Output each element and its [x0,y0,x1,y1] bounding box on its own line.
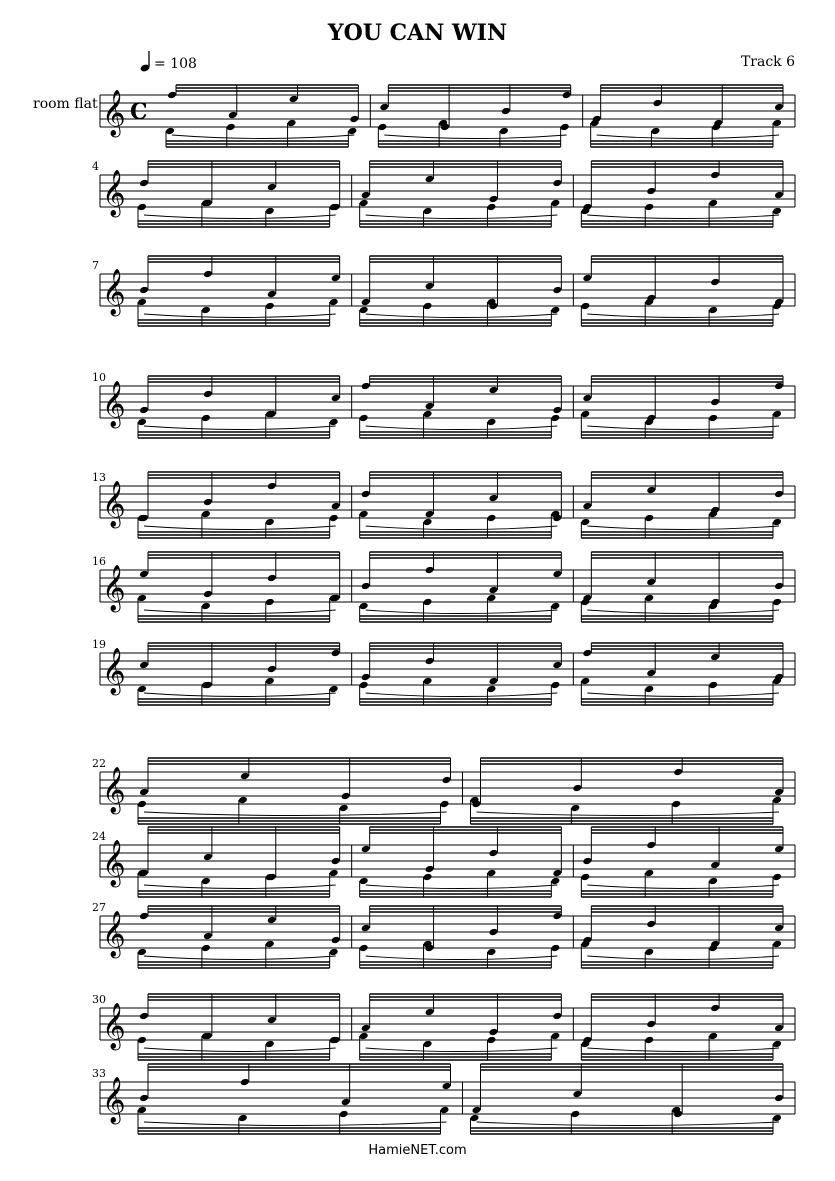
notehead-lower [339,1110,349,1119]
notehead-lower [772,119,782,128]
tie [366,1048,558,1052]
tie [366,693,558,697]
notehead [361,673,371,682]
notehead-lower [165,127,175,136]
time-signature: C [130,99,148,125]
notehead-lower [486,948,496,957]
notehead-lower [708,1032,718,1041]
notehead-lower [550,877,560,886]
treble-clef: 𝄞 [102,1003,126,1049]
notehead [582,857,592,866]
track-label: Track 6 [740,54,795,70]
notehead-lower [137,1036,147,1045]
measure-number: 7 [92,259,99,272]
tie [384,135,566,139]
instrument-name: room flat [33,96,98,112]
tie [144,426,336,430]
tie [366,610,558,614]
notehead-lower [650,127,660,136]
notehead [646,669,656,678]
treble-clef: 𝄞 [102,911,126,957]
notehead-lower [644,203,654,212]
notehead-lower [329,948,339,957]
notehead-lower [772,598,782,607]
notehead [361,582,371,591]
notehead [361,924,371,933]
notehead-lower [486,869,496,878]
notehead [289,95,299,104]
notehead-lower [201,877,211,886]
notehead-lower [377,123,387,132]
notehead [139,788,149,797]
notehead-lower [423,677,433,686]
treble-clef: 𝄞 [102,90,126,136]
notehead [774,1024,784,1033]
notehead-lower [137,1106,147,1115]
notehead-lower [486,418,496,427]
notehead-lower [265,1040,275,1049]
tie [366,314,558,318]
notehead [710,861,720,870]
notehead [361,490,371,499]
notehead [139,179,149,188]
notehead-lower [265,518,275,527]
notehead-lower [772,940,782,949]
notehead [267,482,277,491]
tie [144,526,336,530]
notehead [552,286,562,295]
notehead [552,869,562,878]
tie [144,610,336,614]
notehead-lower [671,800,681,809]
treble-clef: 𝄞 [102,269,126,315]
notehead [488,849,498,858]
notehead-lower [201,602,211,611]
notehead [139,912,149,921]
notehead-lower [359,681,369,690]
measure-number: 16 [92,555,106,568]
notehead [425,402,435,411]
notehead-lower [265,940,275,949]
notehead-lower [423,598,433,607]
notehead [361,845,371,854]
tie [587,426,779,430]
notehead-lower [644,594,654,603]
notehead-lower [486,203,496,212]
notehead [774,191,784,200]
treble-clef: 𝄞 [102,767,126,813]
notehead-lower [329,418,339,427]
notehead [425,175,435,184]
notehead-lower [708,306,718,315]
notehead [582,502,592,511]
tie [366,426,558,430]
tie [366,215,558,219]
tie [587,215,779,219]
tie [144,885,336,889]
notehead [425,510,435,519]
notehead [203,270,213,279]
notehead-lower [359,944,369,953]
notehead [267,183,277,192]
treble-clef: 𝄞 [102,1077,126,1123]
notehead-lower [359,199,369,208]
notehead-lower [347,127,357,136]
notehead-lower [423,518,433,527]
notehead-lower [550,1032,560,1041]
tie [587,956,779,960]
tie [144,314,336,318]
notehead [552,1012,562,1021]
notehead-lower [265,677,275,686]
footer-credit: HamieNET.com [368,1143,467,1158]
tie [144,693,336,697]
measure-number: 4 [92,160,99,173]
notehead [488,494,498,503]
notehead [488,586,498,595]
measure-number: 13 [92,471,106,484]
notehead-lower [287,119,297,128]
notehead [646,841,656,850]
notehead-lower [238,796,248,805]
notehead-lower [550,306,560,315]
tie [587,314,779,318]
notehead [139,286,149,295]
notehead [361,382,371,391]
notehead-lower [772,796,782,805]
notehead [552,406,562,415]
notehead-lower [486,1036,496,1045]
notehead [488,1028,498,1037]
tie [587,610,779,614]
notehead-lower [440,1106,450,1115]
notehead [652,99,662,108]
treble-clef: 𝄞 [102,565,126,611]
notehead [203,390,213,399]
tie [587,693,779,697]
notehead-lower [423,207,433,216]
notehead-lower [772,1040,782,1049]
notehead-lower [708,877,718,886]
notehead-lower [580,873,590,882]
tie [597,135,779,139]
tie [144,1048,336,1052]
notehead-lower [708,681,718,690]
notehead [646,578,656,587]
measure-number: 19 [92,638,106,651]
notehead [167,91,177,100]
notehead [582,394,592,403]
notehead [562,91,572,100]
notehead [240,772,250,781]
notehead-lower [560,123,570,132]
notehead-lower [137,800,147,809]
notehead-lower [772,207,782,216]
measure-number: 27 [92,901,106,914]
notehead-lower [329,514,339,523]
notehead-lower [137,594,147,603]
notehead [646,187,656,196]
notehead [331,649,341,658]
tie [587,526,779,530]
notehead [774,1094,784,1103]
notehead [331,502,341,511]
treble-clef: 𝄞 [102,381,126,427]
notehead [349,115,359,124]
notehead [203,590,213,599]
notehead [552,570,562,579]
notehead [501,107,511,116]
notehead-lower [137,418,147,427]
notehead-lower [201,414,211,423]
notehead-lower [644,869,654,878]
notehead [774,103,784,112]
notehead-lower [644,514,654,523]
notehead-lower [265,207,275,216]
notehead-lower [644,685,654,694]
notehead [488,928,498,937]
notehead-lower [486,514,496,523]
notehead-lower [772,1114,782,1123]
notehead-lower [201,306,211,315]
notehead [774,490,784,499]
score-title: YOU CAN WIN [327,20,508,46]
notehead [267,916,277,925]
notehead [267,665,277,674]
notehead [331,274,341,283]
notehead-lower [359,414,369,423]
notehead-lower [550,602,560,611]
notehead [552,661,562,670]
notehead-lower [329,685,339,694]
notehead [442,1082,452,1091]
tempo-text: = 108 [154,56,197,72]
notehead [425,865,435,874]
notehead [139,1094,149,1103]
notehead-lower [570,1110,580,1119]
tie [477,812,780,816]
notehead-lower [486,685,496,694]
tie [144,215,336,219]
notehead-lower [137,203,147,212]
notehead [774,845,784,854]
tie [587,885,779,889]
tie [144,956,336,960]
notehead [572,1090,582,1099]
notehead [341,792,351,801]
notehead-lower [329,298,339,307]
treble-clef: 𝄞 [102,170,126,216]
notehead [673,768,683,777]
notehead [267,290,277,299]
notehead-lower [226,123,236,132]
notehead [139,1012,149,1021]
notehead [228,111,238,120]
notehead [488,195,498,204]
notehead-lower [708,414,718,423]
notehead-lower [359,1032,369,1041]
treble-clef: 𝄞 [102,481,126,527]
notehead [582,649,592,658]
notehead-lower [137,298,147,307]
notehead [774,788,784,797]
notehead [139,406,149,415]
notehead-lower [550,199,560,208]
notehead [139,570,149,579]
notehead-lower [570,804,580,813]
treble-clef: 𝄞 [102,840,126,886]
measure-number: 10 [92,371,106,384]
notehead-lower [644,948,654,957]
notehead-lower [329,869,339,878]
notehead-lower [580,410,590,419]
treble-clef: 𝄞 [102,648,126,694]
notehead-lower [265,598,275,607]
notehead-lower [580,302,590,311]
notehead-lower [423,873,433,882]
notehead-lower [265,302,275,311]
tie [366,885,558,889]
notehead [774,582,784,591]
notehead [646,920,656,929]
notehead [240,1078,250,1087]
notehead-lower [137,948,147,957]
notehead-lower [201,510,211,519]
notehead [361,298,371,307]
notehead [646,1020,656,1029]
notehead [646,486,656,495]
notehead [331,936,341,945]
notehead-lower [550,414,560,423]
notehead-lower [201,944,211,953]
notehead [379,103,389,112]
notehead [472,1106,482,1115]
notehead [582,274,592,283]
notehead [361,191,371,200]
notehead [341,1098,351,1107]
notehead-lower [580,677,590,686]
notehead [425,1008,435,1017]
notehead-lower [359,877,369,886]
notehead [552,912,562,921]
notehead-lower [359,602,369,611]
notehead-lower [644,1036,654,1045]
notehead-lower [137,685,147,694]
notehead-lower [486,594,496,603]
notehead-lower [499,127,509,136]
notehead [572,784,582,793]
notehead [203,853,213,862]
notehead [488,386,498,395]
notehead [267,574,277,583]
notehead [710,653,720,662]
notehead-lower [359,306,369,315]
notehead [710,398,720,407]
tie [144,1122,447,1126]
notehead-lower [580,518,590,527]
notehead [442,776,452,785]
notehead [331,857,341,866]
tie [477,1122,780,1126]
notehead [139,661,149,670]
notehead [710,278,720,287]
tie [366,526,558,530]
tie [172,135,354,139]
measure-number: 30 [92,993,106,1006]
notehead [425,657,435,666]
notehead [361,1024,371,1033]
notehead [425,566,435,575]
notehead-lower [772,410,782,419]
measure-number: 33 [92,1067,106,1080]
measure-number: 24 [92,830,106,843]
notehead [203,498,213,507]
notehead [774,382,784,391]
notehead [552,179,562,188]
notehead [425,282,435,291]
notehead-lower [550,944,560,953]
notehead-lower [423,302,433,311]
notehead-lower [423,410,433,419]
notehead-lower [550,681,560,690]
notehead-lower [772,518,782,527]
notehead [203,932,213,941]
notehead-lower [238,1114,248,1123]
notehead-lower [359,510,369,519]
notehead [488,677,498,686]
notehead-lower [423,1040,433,1049]
notehead [710,1004,720,1013]
notehead-lower [708,199,718,208]
notehead-lower [772,873,782,882]
notehead [774,924,784,933]
notehead-lower [339,804,349,813]
tie [144,812,447,816]
notehead [331,394,341,403]
notehead [710,171,720,180]
measure-number: 22 [92,757,106,770]
notehead [267,1016,277,1025]
tie [366,956,558,960]
tie [587,1048,779,1052]
notehead-lower [440,800,450,809]
notehead-lower [470,1114,480,1123]
